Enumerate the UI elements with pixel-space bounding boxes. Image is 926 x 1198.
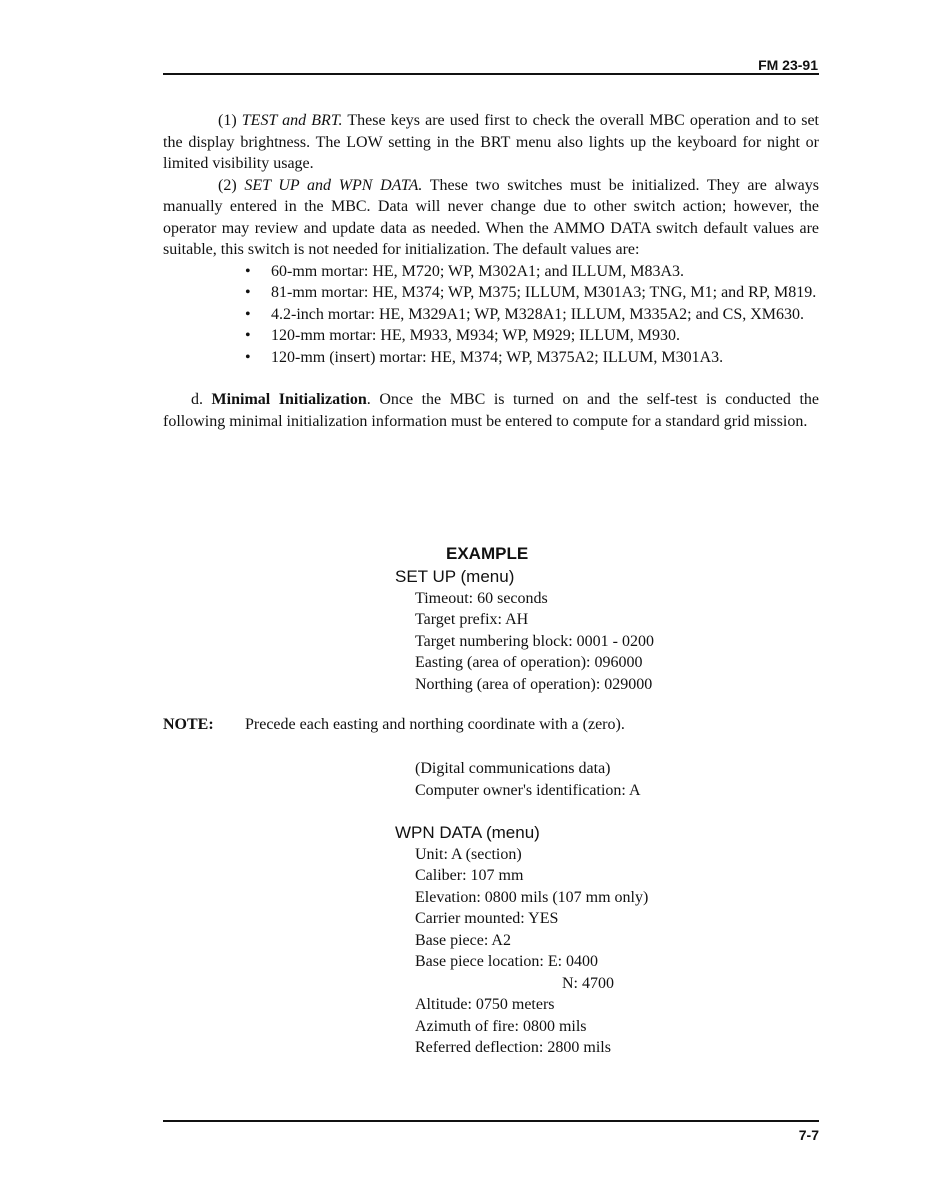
page-number: 7-7 [798, 1127, 819, 1143]
para-text: Once the MBC is turned on and the self-test is conducted the following minimal initialization information must be entered to compute for a standard grid mission. [163, 391, 820, 430]
setup-menu-header: SET UP (menu) [395, 567, 515, 586]
list-item: • 81-mm mortar: HE, M374; WP, M375; ILLUM, M301A3; TNG, M1; and RP, M819. [245, 284, 817, 301]
setup-item: Timeout: 60 seconds [415, 589, 548, 607]
body-text [163, 110, 819, 432]
running-header: FM 23-91 [758, 57, 818, 73]
example-title: EXAMPLE [446, 544, 529, 563]
wpn-item: Referred deflection: 2800 mils [415, 1039, 611, 1056]
setup-item: Target numbering block: 0001 - 0200 [415, 632, 654, 650]
setup-item: Easting (area of operation): 096000 [415, 654, 643, 671]
wpn-item: Carrier mounted: YES [415, 910, 559, 927]
wpn-item: Azimuth of fire: 0800 mils [415, 1017, 587, 1035]
wpn-item: Elevation: 0800 mils (107 mm only) [415, 888, 649, 906]
default-values-list [163, 261, 819, 369]
list-item: • 4.2-inch mortar: HE, M329A1; WP, M328A1; ILLUM, M335A2; and CS, XM630. [245, 305, 805, 323]
wpn-block [395, 822, 648, 1059]
para-number: (1) [218, 112, 237, 129]
note [163, 714, 819, 736]
setup-item: Target prefix: AH [415, 611, 529, 628]
wpn-item: Caliber: 107 mm [415, 867, 524, 884]
digital-item: (Digital communications data) [415, 760, 611, 777]
para-text: These two switches must be initialized. They are always manually entered in the MBC. Data will never change due to other switch action; however, the operator may review and update data as needed. When the AMMO DATA switch default values are suitable, this switch is not needed for initialization. The default values are: [163, 176, 819, 258]
para-title: Minimal Initialization [211, 391, 367, 408]
wpn-item: Base piece: A2 [415, 931, 511, 949]
setup-item: Northing (area of operation): 029000 [415, 675, 653, 693]
header-rule [163, 73, 819, 75]
footer-rule [163, 1120, 819, 1122]
setup-block [395, 566, 654, 695]
digital-item: Computer owner's identification: A [415, 781, 641, 799]
wpn-item: Altitude: 0750 meters [415, 996, 555, 1013]
para-title: TEST and BRT. [241, 112, 343, 129]
note-label: NOTE: [163, 716, 214, 733]
wpn-item: Unit: A (section) [415, 845, 522, 863]
para-number: d. [191, 391, 203, 408]
para-number: (2) [218, 176, 237, 194]
list-item: • 120-mm mortar: HE, M933, M934; WP, M929; ILLUM, M930. [245, 327, 681, 344]
wpn-menu-header: WPN DATA (menu) [395, 823, 540, 842]
wpn-item: Base piece location: E: 0400 [415, 953, 599, 970]
paragraph-2 [163, 175, 819, 261]
paragraph-d: d. Minimal Initialization. Once the MBC is turned on and the self-test is conducted the following minimal initialization information must be entered to compute for a standard grid mission. [163, 391, 820, 430]
list-item: • 60-mm mortar: HE, M720; WP, M302A1; and ILLUM, M83A3. [245, 262, 685, 280]
para-title: SET UP and WPN DATA. [244, 176, 423, 194]
digital-block [395, 758, 641, 801]
paragraph-1 [163, 110, 819, 175]
wpn-location-north: N: 4700 [562, 974, 614, 992]
list-item: • 120-mm (insert) mortar: HE, M374; WP, M375A2; ILLUM, M301A3. [245, 348, 724, 366]
note-text: Precede each easting and northing coordinate with a (zero). [245, 716, 625, 733]
para-text: These keys are used first to check the overall MBC operation and to set the display brightness. The LOW setting in the BRT menu also lights up the keyboard for night or limited visibility usage. [163, 112, 820, 172]
